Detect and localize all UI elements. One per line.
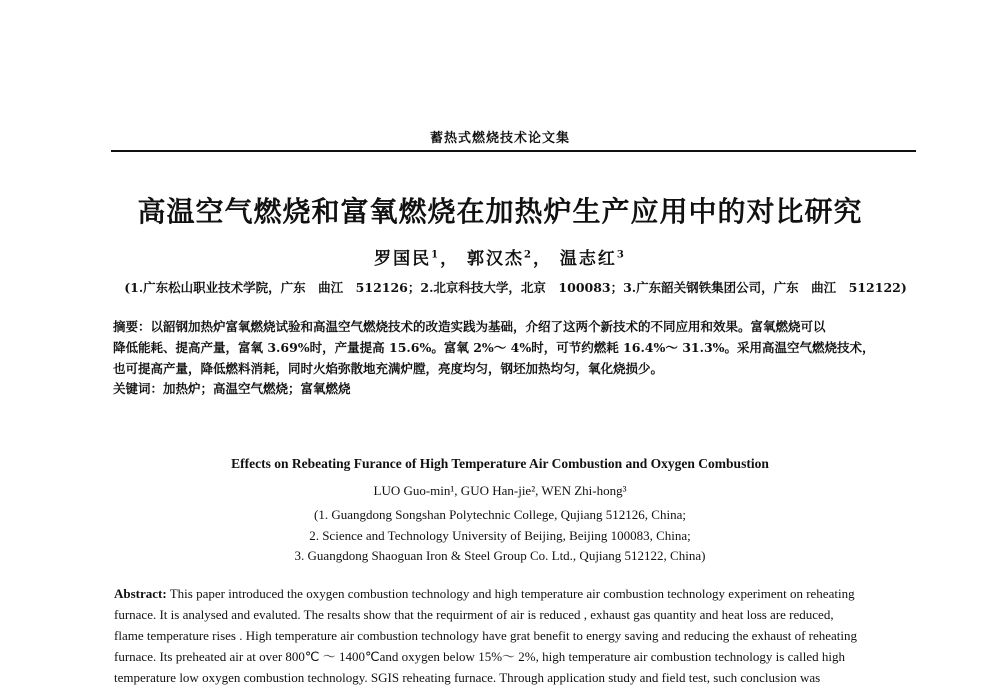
abstract-cn-line: 摘要：以韶钢加热炉富氧燃烧试验和高温空气燃烧技术的改造实践为基础，介绍了这两个新技术的不同应用和效果。富氧燃烧可以 — [113, 319, 826, 334]
abstract-en-line: Abstract: This paper introduced the oxygen combustion technology and high temperature air combustion technology experiment on reheating — [114, 586, 855, 601]
keywords-cn-text: 加热炉；高温空气燃烧；富氧燃烧 — [163, 381, 351, 396]
abstract-english — [114, 583, 920, 688]
author-separator: ， — [532, 249, 552, 269]
abstract-en-label: Abstract: — [114, 586, 167, 601]
author-3: 温志红 — [559, 249, 617, 269]
author-2-affil-mark: 2 — [524, 249, 533, 261]
author-separator: ， — [440, 249, 460, 269]
affiliation-en-line: 2. Science and Technology University of Beijing, Beijing 100083, China; — [309, 527, 691, 543]
authors-chinese — [0, 244, 1000, 269]
running-header: 蓄热式燃烧技术论文集 — [429, 131, 570, 146]
author-1: 罗国民 — [374, 249, 432, 269]
authors-english: LUO Guo-min¹, GUO Han-jie², WEN Zhi-hong³ — [373, 483, 627, 498]
abstract-en-line: furnace. Its preheated air at over 800℃ ～ 1400℃and oxygen below 15%～ 2%, high temperature air combustion technology is called high — [114, 649, 845, 664]
affiliation-chinese: (1.广东松山职业技术学院，广东 曲江 512126；2.北京科技大学，北京 100083；3.广东韶关钢铁集团公司，广东 曲江 512122) — [124, 280, 907, 295]
abstract-cn-line: 也可提高产量，降低燃料消耗，同时火焰弥散地充满炉膛，亮度均匀，钢坯加热均匀，氧化烧损少。 — [113, 361, 664, 376]
header-rule — [111, 150, 916, 152]
title-chinese: 高温空气燃烧和富氧燃烧在加热炉生产应用中的对比研究 — [137, 195, 863, 228]
author-3-affil-mark: 3 — [616, 249, 626, 261]
abstract-en-line: temperature low oxygen combustion technology. SGIS reheating furnace. Through application study and field test, such conclusion was — [114, 670, 821, 685]
abstract-en-line: flame temperature rises . High temperature air combustion technology have grat benefit to energy saving and reducing the exhaust of reheating — [114, 628, 858, 643]
affiliation-en-line: (1. Guangdong Songshan Polytechnic College, Qujiang 512126, China; — [314, 507, 686, 522]
author-1-affil-mark: 1 — [431, 249, 441, 261]
author-2: 郭汉杰 — [467, 249, 525, 269]
affiliation-en-line: 3. Guangdong Shaoguan Iron & Steel Group Co. Ltd., Qujiang 512122, China) — [294, 548, 706, 563]
keywords-chinese — [113, 379, 351, 397]
affiliations-english — [0, 505, 1000, 567]
abstract-chinese — [113, 316, 921, 379]
keywords-cn-label: 关键词： — [113, 381, 164, 396]
abstract-cn-line: 降低能耗、提高产量，富氧 3.69%时，产量提高 15.6%。富氧 2%～ 4%时，可节约燃耗 16.4%～ 31.3%。采用高温空气燃烧技术， — [113, 340, 875, 355]
abstract-en-line: furnace. It is analysed and evaluted. The resalts show that the requirment of air is reduced , exhaust gas quantity and heat loss are reduced, — [114, 607, 834, 622]
title-english: Effects on Rebeating Furance of High Temperature Air Combustion and Oxygen Combustion — [231, 456, 769, 471]
abstract-cn-label: 摘要： — [113, 319, 151, 334]
